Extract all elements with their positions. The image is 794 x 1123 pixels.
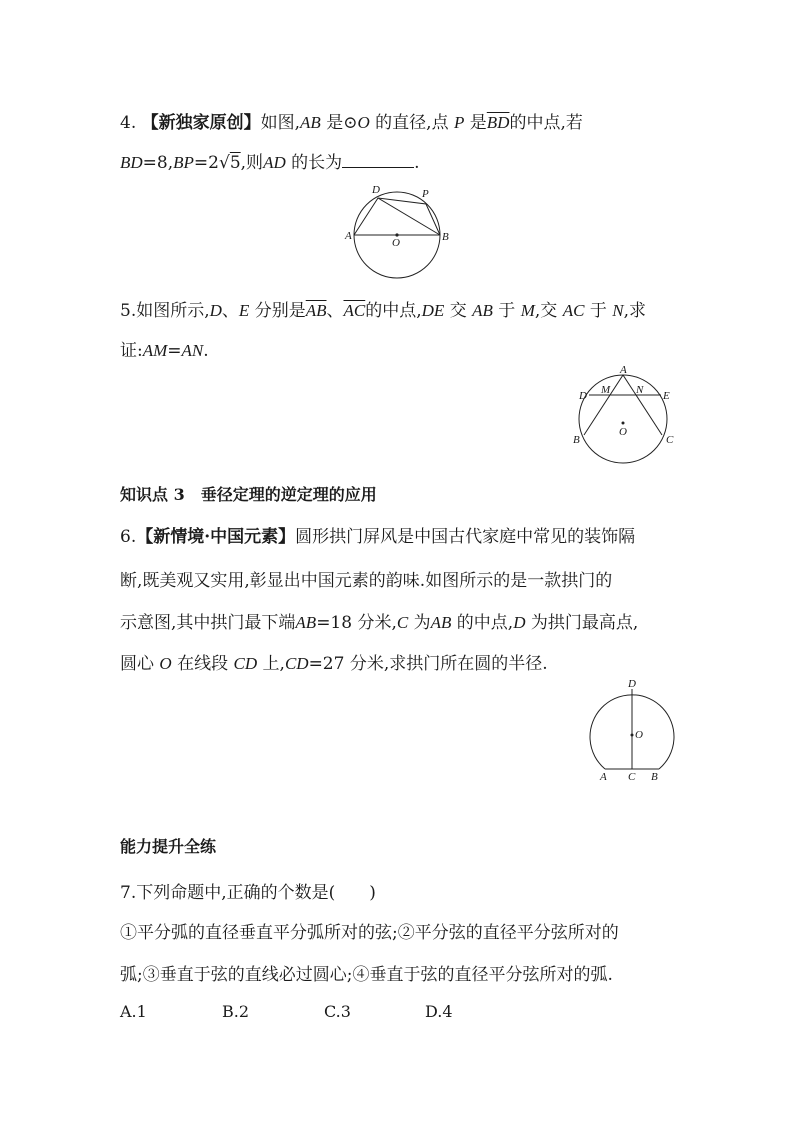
q5-n: N	[612, 301, 624, 320]
q6-line-1	[120, 522, 635, 547]
q4-text: .	[414, 153, 420, 173]
label-d: D	[372, 184, 380, 196]
q6-text: =18 分米,	[316, 613, 397, 633]
q6-text: 示意图,其中拱门最下端	[120, 613, 296, 633]
q4-o: O	[357, 113, 370, 132]
label-b: B	[442, 231, 449, 243]
q7-option-c[interactable]: C.3	[324, 1002, 351, 1021]
q5-text: 于	[492, 301, 521, 321]
q4-text: =8,	[142, 153, 174, 173]
q5-d: D	[209, 301, 222, 320]
q4-p: P	[453, 113, 465, 132]
q4-text: ,则	[240, 153, 264, 173]
q6-text: 的中点,	[451, 613, 514, 633]
q6-text: =27 分米,求拱门所在圆的半径.	[308, 654, 548, 674]
q5-figure	[568, 364, 684, 468]
label-a: A	[620, 364, 627, 376]
q5-text: 分别是	[249, 301, 306, 321]
label-d: D	[628, 678, 636, 690]
label-e: E	[663, 390, 670, 402]
q6-cd: CD	[284, 654, 309, 673]
q5-an: AN	[181, 341, 204, 360]
q7-option-d[interactable]: D.4	[425, 1002, 453, 1021]
answer-blank[interactable]	[342, 166, 414, 168]
q4-figure	[340, 182, 460, 282]
q6-text: 在线段	[171, 654, 234, 674]
q4-tag: 【新独家原创】	[141, 113, 261, 133]
q5-text: 证:	[120, 341, 143, 361]
q4-text: 的中点,若	[509, 113, 583, 133]
q5-text: 交	[444, 301, 473, 321]
section-heading-ability: 能力提升全练	[120, 837, 217, 856]
q5-line-1	[120, 296, 646, 321]
q4-ad: AD	[263, 153, 286, 172]
label-d: D	[579, 390, 587, 402]
q7-option-a[interactable]: A.1	[120, 1002, 147, 1021]
q6-text: 圆心	[120, 654, 160, 674]
q5-text: 如图所示,	[136, 301, 210, 321]
q5-e: E	[238, 301, 250, 320]
label-b: B	[651, 771, 658, 782]
q5-text: 、	[326, 301, 344, 321]
q5-ab: AB	[472, 301, 493, 320]
q7-stem: 7.下列命题中,正确的个数是( )	[120, 883, 376, 903]
q5-am: AM	[142, 341, 168, 360]
q4-text: 是⊙	[320, 113, 358, 133]
q6-text: 圆形拱门屏风是中国古代家庭中常见的装饰隔	[295, 527, 636, 547]
q7-line-1: ①平分弧的直径垂直平分弧所对的弦;②平分弦的直径平分弦所对的	[120, 923, 619, 943]
q6-d: D	[513, 613, 526, 632]
q4-root: 5	[229, 153, 241, 173]
q5-text: 于	[584, 301, 613, 321]
label-c: C	[628, 771, 636, 782]
section-heading-knowledge-3: 知识点 3 垂径定理的逆定理的应用	[120, 485, 377, 504]
q5-text: 、	[221, 301, 239, 321]
label-o: O	[392, 237, 400, 249]
q5-arc-ac: $\overline{AC}$	[343, 301, 366, 320]
q4-ab: AB	[300, 113, 321, 132]
q5-text: .	[203, 341, 209, 361]
q6-text: 为拱门最高点,	[525, 613, 639, 633]
q5-text: ,交	[534, 301, 563, 321]
q5-de: DE	[421, 301, 445, 320]
q5-arc-ab: $\overline{AB}$	[305, 301, 327, 320]
q6-number: 6.	[120, 527, 137, 547]
label-c: C	[666, 434, 674, 446]
q5-text: ,求	[623, 301, 646, 321]
q6-line-4	[120, 649, 548, 674]
label-o: O	[619, 426, 627, 438]
label-b: B	[573, 434, 580, 446]
q6-line-2	[120, 566, 612, 591]
q6-text: 断,既美观又实用,彰显出中国元素的韵味.如图所示的是一款拱门的	[120, 571, 613, 591]
label-n: N	[636, 384, 644, 396]
q6-figure	[586, 678, 686, 782]
q4-text: =2	[193, 153, 219, 173]
q4-line-1	[120, 108, 583, 133]
q4-line-2	[120, 148, 420, 173]
q5-m: M	[520, 301, 535, 320]
q4-bd: BD	[120, 153, 143, 172]
q6-line-3	[120, 608, 638, 633]
q5-ac: AC	[562, 301, 585, 320]
q5-line-2	[120, 336, 209, 361]
q6-c: C	[396, 613, 409, 632]
q4-text: 的直径,点	[369, 113, 454, 133]
q5-text: =	[167, 341, 182, 361]
label-a: A	[600, 771, 607, 782]
q5-number: 5.	[120, 301, 137, 321]
q6-text: 上,	[257, 654, 285, 674]
q4-text: 的长为	[285, 153, 343, 173]
q7-line-2: 弧;③垂直于弦的直线必过圆心;④垂直于弦的直径平分弦所对的弧.	[120, 965, 613, 985]
label-o: O	[635, 729, 643, 741]
label-m: M	[601, 384, 611, 396]
q6-tag: 【新情境·中国元素】	[136, 527, 296, 547]
q4-arc-bd: $\overline{BD}$	[486, 113, 510, 132]
label-p: P	[422, 188, 429, 200]
q6-ab: AB	[295, 613, 317, 632]
q4-text: 如图,	[260, 113, 301, 133]
q6-cd: CD	[233, 654, 258, 673]
q5-text: 的中点,	[365, 301, 422, 321]
q6-ab: AB	[430, 613, 452, 632]
sqrt-icon: √	[218, 153, 230, 173]
label-a: A	[345, 230, 352, 242]
q6-text: 为	[408, 613, 431, 633]
q4-bp: BP	[173, 153, 194, 172]
q7-option-b[interactable]: B.2	[222, 1002, 250, 1021]
q6-o: O	[159, 654, 172, 673]
q4-number: 4.	[120, 113, 137, 133]
q4-text: 是	[464, 113, 487, 133]
